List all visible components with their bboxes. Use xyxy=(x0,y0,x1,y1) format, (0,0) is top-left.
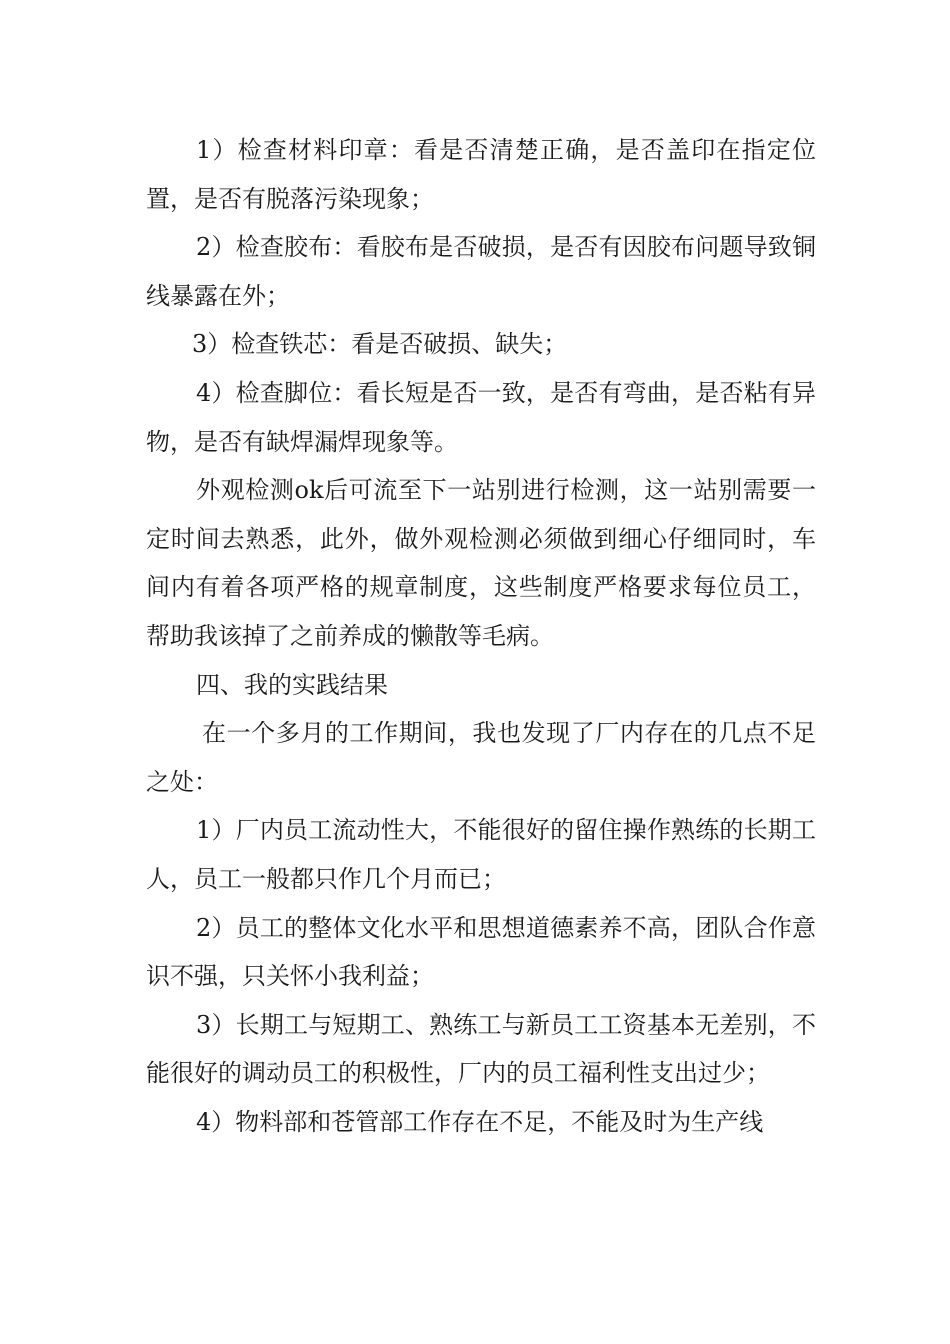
section-heading-practice-results: 四、我的实践结果 xyxy=(196,670,388,699)
paragraph-appearance-inspection: 外观检测ok后可流至下一站别进行检测，这一站别需要一定时间去熟悉，此外，做外观检测必须做到细心仔细同时，车间内有着各项严格的规章制度，这些制度严格要求每位员工，帮助我该掉了之前养成的懒散等毛病。 xyxy=(146,476,816,650)
paragraph-shortcoming-1: 1）厂内员工流动性大，不能很好的留住操作熟练的长期工人，员工一般都只作几个月而已； xyxy=(146,816,816,893)
paragraph-shortcoming-3: 3）长期工与短期工、熟练工与新员工工资基本无差别，不能很好的调动员工的积极性，厂内的员工福利性支出过少； xyxy=(146,1010,816,1088)
paragraph-check-pins: 4）检查脚位：看长短是否一致，是否有弯曲，是否粘有异物，是否有缺焊漏焊现象等。 xyxy=(146,378,816,456)
paragraph-check-iron-core: 3）检查铁芯：看是否破损、缺失； xyxy=(192,330,568,359)
paragraph-check-material-seal: 1）检查材料印章：看是否清楚正确，是否盖印在指定位置，是否有脱落污染现象； xyxy=(146,136,816,213)
paragraph-check-tape: 2）检查胶布：看胶布是否破损，是否有因胶布问题导致铜线暴露在外； xyxy=(146,233,816,310)
paragraph-shortcoming-4: 4）物料部和苍管部工作存在不足，不能及时为生产线 xyxy=(196,1107,764,1136)
paragraph-shortcoming-2: 2）员工的整体文化水平和思想道德素养不高，团队合作意识不强，只关怀小我利益； xyxy=(146,913,816,991)
document-body xyxy=(146,126,816,1146)
paragraph-shortcomings-intro: 在一个多月的工作期间，我也发现了厂内存在的几点不足之处： xyxy=(146,719,816,796)
